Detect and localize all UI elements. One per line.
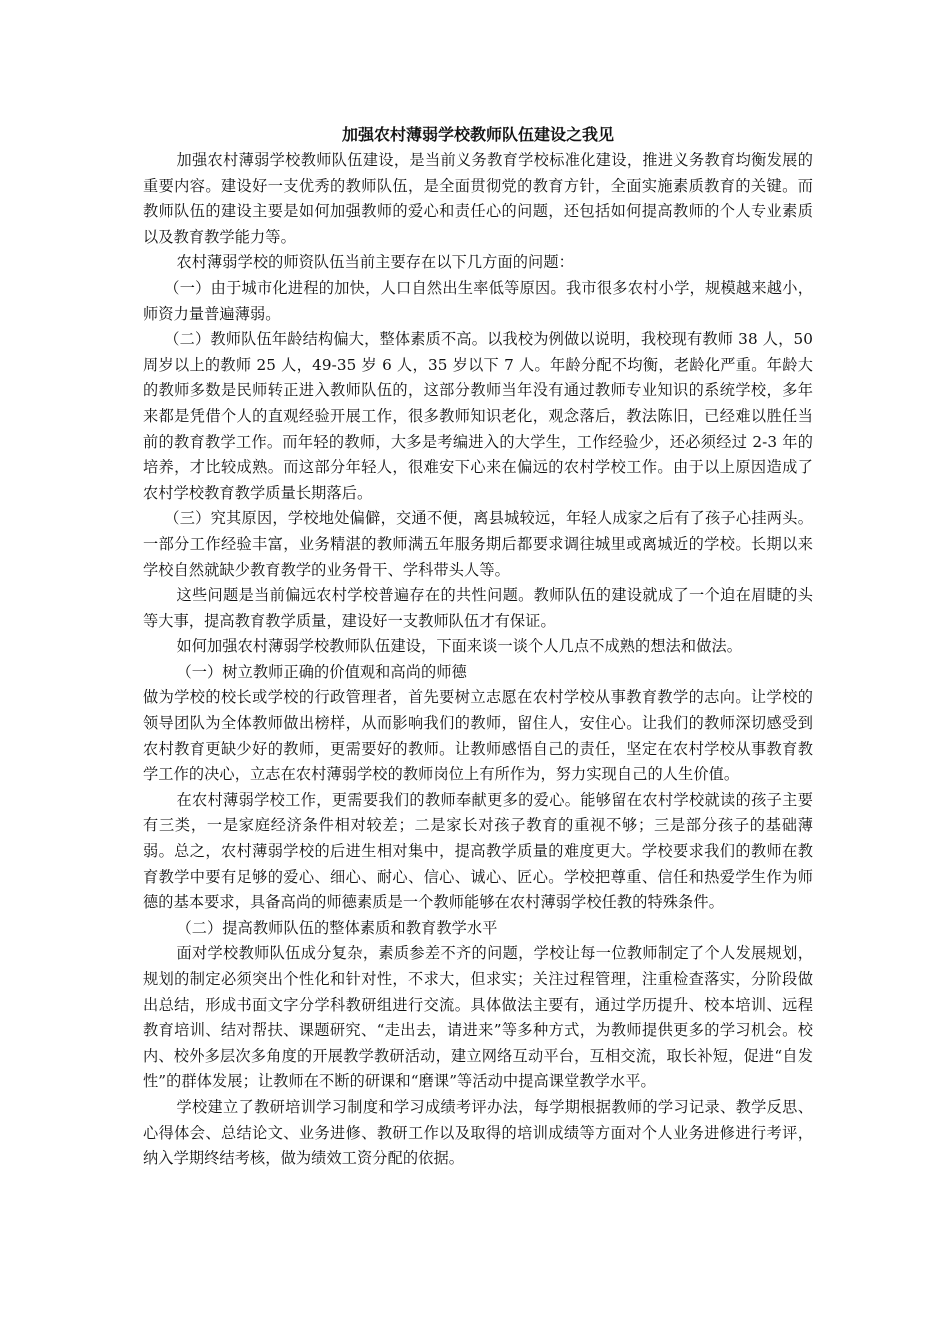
paragraph: 面对学校教师队伍成分复杂，素质参差不齐的问题，学校让每一位教师制定了个人发展规划，规划的制定必须突出个性化和针对性，不求大，但求实；关注过程管理，注重检查落实，分阶段做出总结，形成书面文字分学科教研组进行交流。具体做法主要有，通过学历提升、校本培训、远程教育培训、结对帮扶、课题研究、“走出去，请进来”等多种方式，为教师提供更多的学习机会。校内、校外多层次多角度的开展教学教研活动，建立网络互动平台，互相交流，取长补短，促进“自发性”的群体发展；让教师在不断的研课和“磨课”等活动中提高课堂教学水平。 (143, 944, 813, 1091)
paragraph: 如何加强农村薄弱学校教师队伍建设，下面来谈一谈个人几点不成熟的想法和做法。 (176, 637, 743, 656)
paragraph: （一）由于城市化进程的加快，人口自然出生率低等原因。我市很多农村小学，规模越来越小，师资力量普遍薄弱。 (143, 278, 813, 323)
document-page (143, 124, 813, 1172)
paragraph: 加强农村薄弱学校教师队伍建设，是当前义务教育学校标准化建设，推进义务教育均衡发展的重要内容。建设好一支优秀的教师队伍，是全面贯彻党的教育方针，全面实施素质教育的关键。而教师队伍的建设主要是如何加强教师的爱心和责任心的问题，还包括如何提高教师的个人专业素质以及教育教学能力等。 (143, 151, 813, 246)
paragraph: 做为学校的校长或学校的行政管理者，首先要树立志愿在农村学校从事教育教学的志向。让学校的领导团队为全体教师做出榜样，从而影响我们的教师，留住人，安住心。让我们的教师深切感受到农村教育更缺少好的教师，更需要好的教师。让教师感悟自己的责任，坚定在农村学校从事教育教学工作的决心，立志在农村薄弱学校的教师岗位上有所作为，努力实现自己的人生价值。 (143, 688, 813, 784)
paragraph: 这些问题是当前偏远农村学校普遍存在的共性问题。教师队伍的建设就成了一个迫在眉睫的头等大事，提高教育教学质量，建设好一支教师队伍才有保证。 (143, 586, 813, 630)
paragraph: 在农村薄弱学校工作，更需要我们的教师奉献更多的爱心。能够留在农村学校就读的孩子主要有三类，一是家庭经济条件相对较差；二是家长对孩子教育的重视不够；三是部分孩子的基础薄弱。总之，农村薄弱学校的后进生相对集中，提高教学质量的难度更大。学校要求我们的教师在教育教学中要有足够的爱心、细心、耐心、信心、诚心、匠心。学校把尊重、信任和热爱学生作为师德的基本要求，具备高尚的师德素质是一个教师能够在农村薄弱学校任教的特殊条件。 (143, 790, 813, 912)
section-heading: （二）提高教师队伍的整体素质和教育教学水平 (176, 918, 498, 937)
paragraph: （三）究其原因，学校地处偏僻，交通不便，离县城较远，年轻人成家之后有了孩子心挂两头。一部分工作经验丰富，业务精湛的教师满五年服务期后都要求调往城里或离城近的学校。长期以来学校自然就缺少教育教学的业务骨干、学科带头人等。 (143, 509, 813, 579)
section-heading: （一）树立教师正确的价值观和高尚的师德 (176, 662, 467, 681)
paragraph: （二）教师队伍年龄结构偏大，整体素质不高。以我校为例做以说明，我校现有教师 38 人，50 周岁以上的教师 25 人，49-35 岁 6 人，35 岁以下 7 人。年龄分配不均衡，老龄化严重。年龄大的教师多数是民师转正进入教师队伍的，这部分教师当年没有通过教师专业知识的系统学校，多年来都是凭借个人的直观经验开展工作，很多教师知识老化，观念落后，教法陈旧，已经难以胜任当前的教育教学工作。而年轻的教师，大多是考编进入的大学生，工作经验少，还必须经过 2-3 年的培养，才比较成熟。而这部分年轻人，很难安下心来在偏远的农村学校工作。由于以上原因造成了农村学校教育教学质量长期落后。 (143, 330, 813, 502)
paragraph: 农村薄弱学校的师资队伍当前主要存在以下几方面的问题： (176, 253, 574, 272)
paragraph: 学校建立了教研培训学习制度和学习成绩考评办法，每学期根据教师的学习记录、教学反思、心得体会、总结论文、业务进修、教研工作以及取得的培训成绩等方面对个人业务进修进行考评，纳入学期终结考核，做为绩效工资分配的依据。 (143, 1097, 813, 1168)
document-body (143, 148, 813, 1172)
document-title: 加强农村薄弱学校教师队伍建设之我见 (341, 125, 614, 144)
